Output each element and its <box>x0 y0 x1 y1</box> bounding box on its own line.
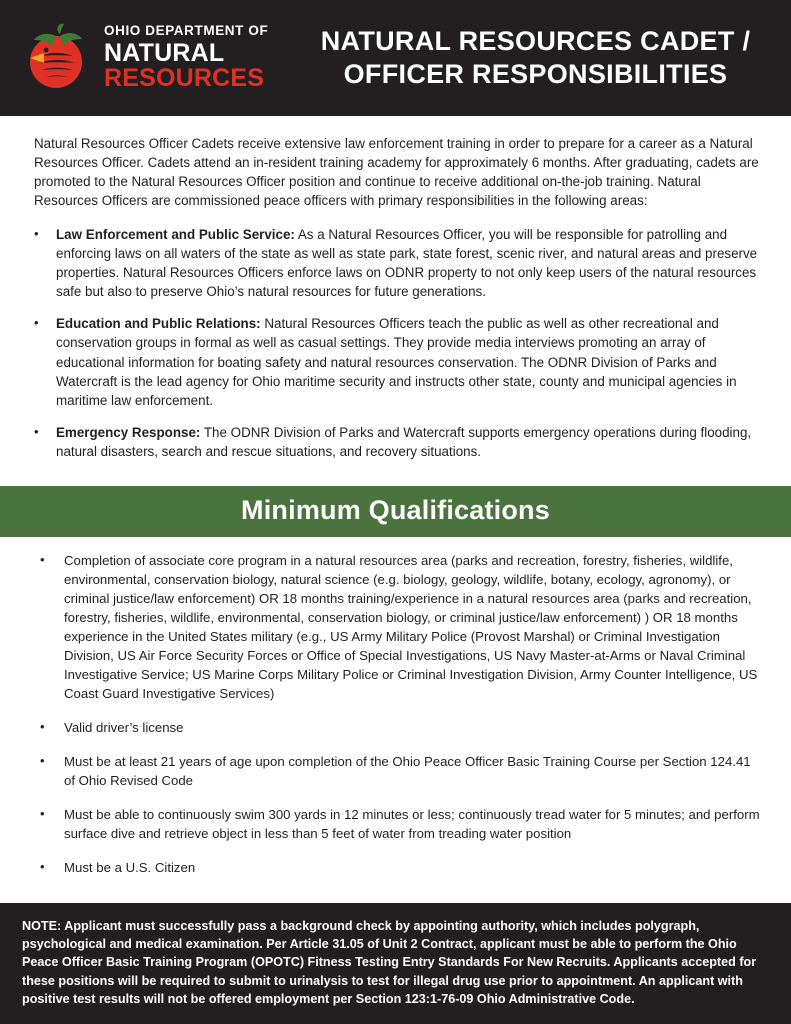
section-header-minimum-qualifications: Minimum Qualifications <box>0 486 791 537</box>
bullet-icon: • <box>34 315 39 331</box>
list-item-body: Natural Resources Officers teach the public as well as other recreational and conservation groups in formal as well as casual settings. They provide media interviews promoting an array of educational information for boating safety and natural resources conservation. The ODNR Division of Parks and Watercraft is the lead agency for Ohio maritime security and instructs other state, county and municipal agencies in maritime law enforcement. <box>56 316 737 408</box>
list-item-heading: Law Enforcement and Public Service: <box>56 226 295 242</box>
list-item <box>34 314 765 410</box>
list-item-body: As a Natural Resources Officer, you will be responsible for patrolling and enforcing laws on all waters of the state as well as state park, state forest, scenic river, and natural areas and preserve properties. Natural Resources Officers enforce laws on ODNR property to not only keep users of the natural resources safe but also to preserve Ohio’s natural resources for future generations. <box>56 226 758 300</box>
responsibilities-list <box>0 215 791 487</box>
note-label: NOTE: <box>22 918 62 933</box>
list-item <box>40 805 765 843</box>
page-title-line-2: OFFICER RESPONSIBILITIES <box>343 59 728 89</box>
list-item-text: Must be a U.S. Citizen <box>64 860 196 876</box>
list-item-text: Must be at least 21 years of age upon completion of the Ohio Peace Officer Basic Training Course per Section 124.41 of Ohio Revised Code <box>64 754 751 789</box>
odnr-logo-text <box>104 24 268 92</box>
list-item <box>40 551 765 703</box>
list-item-text <box>56 314 765 410</box>
list-item-heading: Emergency Response: <box>56 425 201 441</box>
list-item <box>34 225 765 302</box>
bullet-icon: • <box>40 753 45 769</box>
bullet-icon: • <box>40 552 45 568</box>
odnr-logo <box>22 22 292 94</box>
list-item-text: Completion of associate core program in a natural resources area (parks and recreation, forestry, fisheries, wildlife, environmental, conservation biology, natural science (e.g. biology, geology, wildlife, botany, ecology, agronomy), or criminal justice/law enforcement) OR 18 months training/experience in a natural resources area (parks and recreation, forestry, fisheries, wildlife, environmental, conservation biology, or criminal justice/law enforcement) ) OR 18 months experience in the United States military (e.g., US Army Military Police (Provost Marshal) or Criminal Investigation Division, US Air Force Security Forces or Office of Special Investigations, US Navy Master-at-Arms or Naval Criminal Investigative Service; US Marine Corps Military Police or Criminal Investigation Division, Army Counter Intelligence, US Coast Guard Investigative Services) <box>64 553 758 702</box>
list-item-body: The ODNR Division of Parks and Watercraft supports emergency operations during flooding, natural disasters, search and rescue situations, and recovery situations. <box>56 425 752 460</box>
list-item <box>34 423 765 461</box>
logo-line-2: NATURAL <box>104 38 225 67</box>
list-item-text <box>56 423 765 461</box>
logo-line-1: OHIO DEPARTMENT OF <box>104 23 269 39</box>
list-item-text: Valid driver’s license <box>64 720 184 736</box>
cardinal-leaf-logo-icon <box>22 22 94 94</box>
list-item-heading: Education and Public Relations: <box>56 316 261 332</box>
qualifications-list <box>0 537 791 902</box>
document-header <box>0 0 791 116</box>
list-item-text <box>56 225 765 302</box>
list-item <box>40 752 765 790</box>
logo-line-3: RESOURCES <box>104 64 265 93</box>
page-title <box>292 25 773 91</box>
intro-paragraph: Natural Resources Officer Cadets receive extensive law enforcement training in order to prepare for a career as a Natural Resources Officer. Cadets attend an in-resident training academy for approximately 6 months. After graduating, cadets are promoted to the Natural Resources Officer position and continue to receive additional on-the-job training. Natural Resources Officers are commissioned peace officers with primary responsibilities in the following areas: <box>34 136 759 209</box>
list-item <box>40 858 765 877</box>
note-footer <box>0 903 791 1024</box>
bullet-icon: • <box>40 859 45 875</box>
bullet-icon: • <box>34 225 39 241</box>
page-title-line-1: NATURAL RESOURCES CADET / <box>320 26 751 57</box>
bullet-icon: • <box>34 424 39 440</box>
bullet-icon: • <box>40 719 45 735</box>
list-item <box>40 718 765 737</box>
note-text: Applicant must successfully pass a background check by appointing authority, which includes polygraph, psychological and medical examination. Per Article 31.05 of Unit 2 Contract, applicant must be able to perform the Ohio Peace Officer Basic Training Program (OPOTC) Fitness Testing Entry Standards For New Recruits. Applicants accepted for these positions will be required to submit to urinalysis to test for illegal drug use prior to appointment. An applicant with positive test results will not be offered employment per Section 123:1-76-09 Ohio Administrative Code. <box>22 918 757 1006</box>
list-item-text: Must be able to continuously swim 300 yards in 12 minutes or less; continuously tread water for 5 minutes; and perform surface dive and retrieve object in less than 5 feet of water from treading water position <box>64 807 760 842</box>
bullet-icon: • <box>40 806 45 822</box>
